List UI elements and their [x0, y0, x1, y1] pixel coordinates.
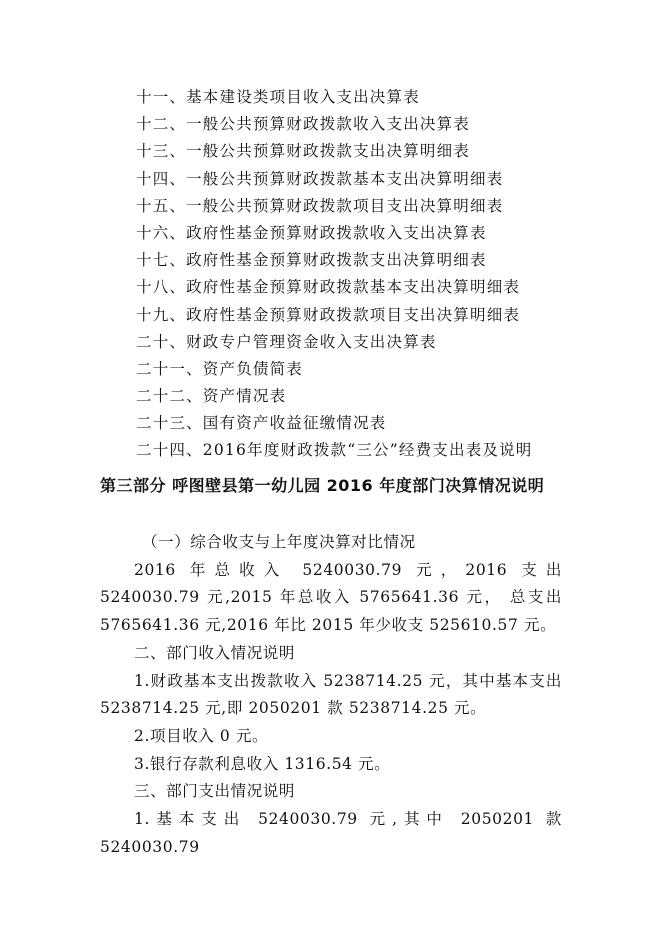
table-of-contents	[136, 84, 533, 465]
subheading-expenditure: 三、部门支出情况说明	[134, 782, 296, 801]
toc-item: 十九、政府性基金预算财政拨款项目支出决算明细表	[136, 305, 521, 324]
toc-item: 十二、一般公共预算财政拨款收入支出决算表	[136, 115, 471, 134]
toc-item: 二十一、资产负债简表	[136, 359, 304, 378]
toc-item: 十七、政府性基金预算财政拨款支出决算明细表	[136, 251, 487, 270]
toc-item: 十八、政府性基金预算财政拨款基本支出决算明细表	[136, 278, 521, 297]
paragraph-basic-income: 1.财政基本支出拨款收入 5238714.25 元，其中基本支出 5238714.25 元,即 2050201 款 5238714.25 元。	[100, 671, 562, 718]
paragraph-income-comparison: 2016 年总收入 5240030.79 元，2016 支出 5240030.79 元,2015 年总收入 5765641.36 元， 总支出 5765641.36 元,2016 年比 2015 年少收支 525610.57 元。	[100, 560, 562, 635]
toc-item: 十三、一般公共预算财政拨款支出决算明细表	[136, 142, 471, 161]
paragraph-project-income: 2.项目收入 0 元。	[134, 726, 269, 745]
section-body	[100, 529, 562, 861]
toc-item: 十一、基本建设类项目收入支出决算表	[136, 88, 420, 106]
toc-item: 二十三、国有资产收益征缴情况表	[136, 414, 387, 433]
paragraph-basic-expenditure: 1.基本支出 5240030.79 元,其中 2050201 款 5240030.79	[100, 810, 562, 856]
section-heading: 第三部分 呼图壁县第一幼儿园 2016 年度部门决算情况说明	[100, 476, 545, 495]
toc-item: 二十二、资产情况表	[136, 387, 287, 406]
paragraph-interest-income: 3.银行存款利息收入 1316.54 元。	[134, 754, 391, 773]
subheading-income: 二、部门收入情况说明	[134, 643, 296, 662]
toc-item: 十五、一般公共预算财政拨款项目支出决算明细表	[136, 196, 504, 215]
toc-item: 二十、财政专户管理资金收入支出决算表	[136, 332, 437, 351]
subheading-comparison: （一）综合收支与上年度决算对比情况	[142, 533, 416, 551]
toc-item: 十四、一般公共预算财政拨款基本支出决算明细表	[136, 169, 504, 188]
toc-item: 二十四、2016年度财政拨款“三公”经费支出表及说明	[136, 441, 533, 460]
toc-item: 十六、政府性基金预算财政拨款收入支出决算表	[136, 223, 487, 242]
